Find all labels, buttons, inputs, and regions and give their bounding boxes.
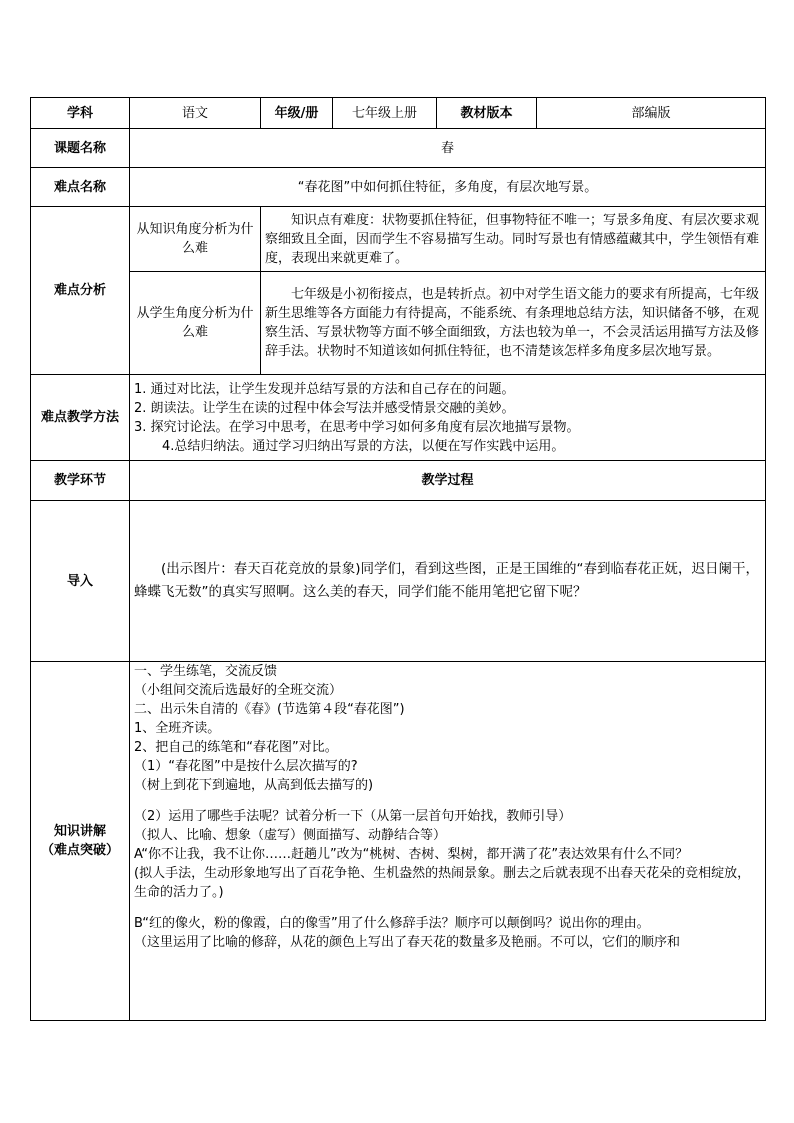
difficulty-name-value: “春花图”中如何抓住特征，多角度，有层次地写景。 xyxy=(130,168,766,207)
header-row xyxy=(31,98,766,129)
explain-line: 二、出示朱自清的《春》(节选第４段“春花图”) xyxy=(134,702,405,717)
process-header-row xyxy=(31,461,766,501)
difficulty-analysis-label: 难点分析 xyxy=(31,207,130,375)
explain-content xyxy=(130,662,766,1021)
stage-header: 教学环节 xyxy=(31,461,130,501)
method-item: 1. 通过对比法，让学生发现并总结写景的方法和自己存在的问题。 xyxy=(134,381,515,397)
knowledge-angle-label: 从知识角度分析为什么难 xyxy=(130,207,261,272)
intro-text: (出示图片：春天百花竞放的景象)同学们，看到这些图，正是王国维的“春到临春花正妩，迟日阑干，蜂蝶飞无数”的真实写照啊。这么美的春天，同学们能不能用笔把它留下呢？ xyxy=(130,501,766,662)
edition-value: 部编版 xyxy=(537,98,766,129)
explain-line: （1）“春花图”中是按什么层次描写的? xyxy=(134,759,358,774)
lesson-plan-table xyxy=(30,97,766,1021)
process-header: 教学过程 xyxy=(130,461,766,501)
difficulty-name-label: 难点名称 xyxy=(31,168,130,207)
explain-line: 一、学生练笔，交流反馈 xyxy=(134,664,278,679)
explain-line: A“你不让我，我不让你……赶趟儿”改为“桃树、杏树、梨树，都开满了花”表达效果有什么不同？ xyxy=(134,847,689,862)
method-item: 3. 探究讨论法。在学习中思考，在思考中学习如何多角度有层次地描写景物。 xyxy=(134,419,580,435)
subject-value: 语文 xyxy=(130,98,261,129)
method-item: 4.总结归纳法。通过学习归纳出写景的方法，以便在写作实践中运用。 xyxy=(162,438,565,454)
explain-line: （树上到花下到遍地，从高到低去描写的) xyxy=(134,778,374,793)
lesson-name-value: 春 xyxy=(130,129,766,168)
explain-label-line1: 知识讲解 xyxy=(53,824,106,839)
explain-spacer xyxy=(134,795,761,807)
grade-label: 年级/册 xyxy=(261,98,333,129)
edition-label: 教材版本 xyxy=(437,98,537,129)
intro-row xyxy=(31,501,766,662)
intro-label: 导入 xyxy=(31,501,130,662)
methods-list xyxy=(130,375,766,461)
knowledge-angle-text: 知识点有难度：状物要抓住特征，但事物特征不唯一；写景多角度、有层次要求观察细致且全面，因而学生不容易描写生动。同时写景也有情感蕴藏其中，学生领悟有难度，表现出来就更难了。 xyxy=(261,207,766,272)
explain-row xyxy=(31,662,766,1021)
method-item: 2. 朗读法。让学生在读的过程中体会写法并感受情景交融的美妙。 xyxy=(134,400,515,416)
student-angle-label: 从学生角度分析为什么难 xyxy=(130,272,261,375)
explain-line: 2、把自己的练笔和“春花图”对比。 xyxy=(134,740,338,755)
student-analysis-row xyxy=(31,272,766,375)
explain-line: （拟人、比喻、想象（虚写）侧面描写、动静结合等） xyxy=(134,828,447,843)
explain-line: (拟人手法，生动形象地写出了百花争艳、生机盎然的热闹景象。删去之后就表现不出春天花朵的竞相绽放，生命的活力了。) xyxy=(134,866,751,900)
knowledge-analysis-row xyxy=(31,207,766,272)
explain-label-line2: （难点突破） xyxy=(40,843,119,858)
grade-value: 七年级上册 xyxy=(333,98,437,129)
student-angle-text: 七年级是小初衔接点，也是转折点。初中对学生语文能力的要求有所提高，七年级新生思维等各方面能力有待提高，不能系统、有条理地总结方法，知识储备不够，在观察生活、写景状物等方面不够全面细致，方法也较为单一，不会灵活运用描写方法及修辞手法。状物时不知道该如何抓住特征，也不清楚该怎样多角度多层次地写景。 xyxy=(261,272,766,375)
explain-label xyxy=(31,662,130,1021)
lesson-name-row xyxy=(31,129,766,168)
methods-label: 难点教学方法 xyxy=(31,375,130,461)
explain-line: （2）运用了哪些手法呢？试着分析一下（从第一层首句开始找，教师引导） xyxy=(134,809,572,824)
methods-row xyxy=(31,375,766,461)
subject-label: 学科 xyxy=(31,98,130,129)
explain-line: （这里运用了比喻的修辞，从花的颜色上写出了春天花的数量多及艳丽。不可以，它们的顺序和 xyxy=(134,935,681,950)
explain-line: （小组间交流后选最好的全班交流） xyxy=(134,683,343,698)
difficulty-name-row xyxy=(31,168,766,207)
explain-line: B“红的像火，粉的像霞，白的像雪”用了什么修辞手法？顺序可以颠倒吗？说出你的理由。 xyxy=(134,916,650,931)
explain-line: 1、全班齐读。 xyxy=(134,721,221,736)
explain-spacer xyxy=(134,902,761,914)
lesson-name-label: 课题名称 xyxy=(31,129,130,168)
